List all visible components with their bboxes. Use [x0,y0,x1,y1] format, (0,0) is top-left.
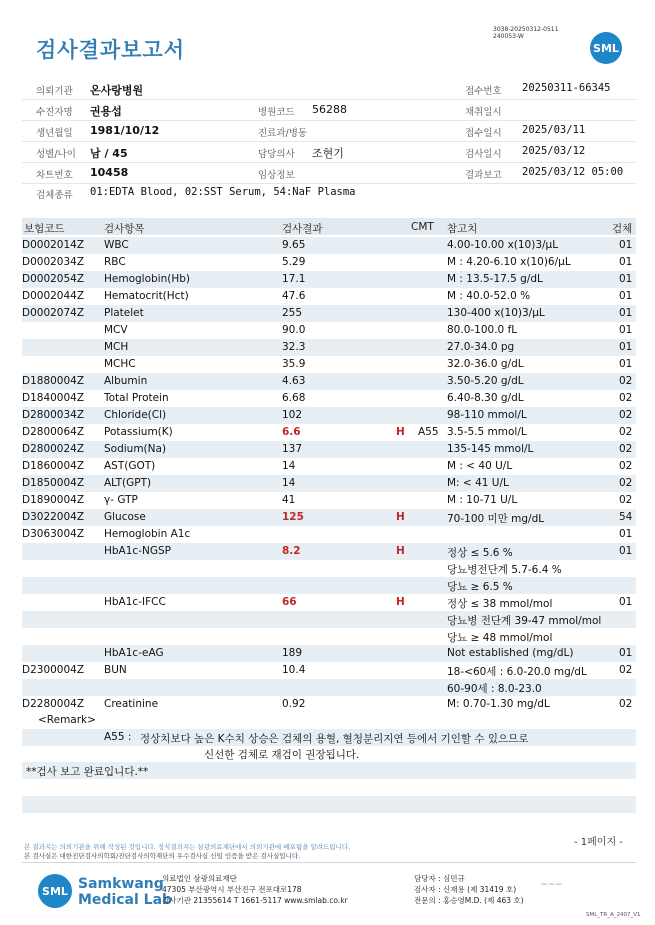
reference-range: M : 13.5-17.5 g/dL [447,273,543,285]
result-flag: H [396,596,405,608]
header-value: 권용섭 [90,105,122,118]
table-row [22,543,636,560]
table-row [22,407,636,424]
remark-label: <Remark> [38,714,96,726]
header-row [22,100,636,121]
table-row [22,424,636,441]
table-row [22,679,636,696]
test-result: 41 [282,494,296,506]
header-value: 온사랑병원 [90,84,144,97]
reference-range: 70-100 미만 mg/dL [447,513,545,525]
header-label: 병원코드 [258,107,295,118]
table-row [22,662,636,679]
test-name: WBC [104,239,129,251]
insurance-code: D1890004Z [22,494,85,506]
test-name: BUN [104,664,127,676]
table-row [22,611,636,628]
reference-range: M : 10-71 U/L [447,494,518,506]
col-cmt: CMT [411,221,434,233]
reference-range: 60-90세 : 8.0-23.0 [447,683,542,695]
test-name: Hemoglobin(Hb) [104,273,191,285]
specimen-code: 01 [619,341,633,353]
specimen-code: 01 [619,647,633,659]
test-result: 5.29 [282,256,306,268]
header-label: 접수번호 [465,86,502,97]
insurance-code: D1850004Z [22,477,85,489]
reference-range: M : 4.20-6.10 x(10)6/μL [447,256,571,268]
table-row [22,441,636,458]
specimen-code: 02 [619,477,633,489]
specimen-code: 01 [619,596,633,608]
reference-range: M : < 40 U/L [447,460,513,472]
header-value: 2025/03/11 [522,124,586,136]
page-title: 검사결과보고서 [36,38,186,62]
test-name: MCV [104,324,128,336]
specimen-code: 02 [619,443,633,455]
insurance-code: D3022004Z [22,511,85,523]
reference-range: 98-110 mmol/L [447,409,527,421]
test-result: 14 [282,460,296,472]
insurance-code: D1840004Z [22,392,85,404]
header-value: 56288 [312,103,347,116]
test-result: 137 [282,443,303,455]
test-name: Platelet [104,307,144,319]
footer-divider [22,862,636,863]
org-contact: 검사기관 21355614 T 1661-5117 www.smlab.co.kr [162,896,348,905]
staff-tester: 검사자 : 신재용 (제 31419 호) [414,885,517,894]
table-row [22,288,636,305]
brand-name-line1: Samkwang [78,876,164,892]
remark-text-line2: 신선한 검체로 재검이 권장됩니다. [204,749,360,761]
footer-note-2: 본 검사실은 대한진단검사의학회/진단검사의학재단의 우수검사실 신임 인증을 받은 검사실입니다. [24,852,301,860]
signature: ~~~ [540,880,563,890]
test-result: 47.6 [282,290,306,302]
table-row [22,254,636,271]
test-name: HbA1c-NGSP [104,545,171,557]
staff-manager: 담당자 : 심민규 [414,874,465,883]
test-result: 90.0 [282,324,306,336]
test-result: 8.2 [282,545,301,557]
table-row [22,322,636,339]
report-complete-text: **검사 보고 완료입니다.** [26,766,149,778]
test-name: Glucose [104,511,146,523]
test-name: Hematocrit(Hct) [104,290,189,302]
header-label: 의뢰기관 [36,86,73,97]
col-code: 보험코드 [24,223,65,235]
table-row [22,594,636,611]
reference-range: 당뇨병전단계 5.7-6.4 % [447,564,562,576]
reference-range: 4.00-10.00 x(10)3/μL [447,239,559,251]
reference-range: 당뇨병 전단계 39-47 mmol/mol [447,615,602,627]
insurance-code: D3063004Z [22,528,85,540]
table-row [22,271,636,288]
table-row [22,645,636,662]
specimen-code: 02 [619,426,633,438]
header-label: 수진자명 [36,107,73,118]
insurance-code: D2800064Z [22,426,85,438]
test-result: 4.63 [282,375,306,387]
reference-range: 80.0-100.0 fL [447,324,518,336]
results-table-header [22,218,636,235]
test-name: HbA1c-eAG [104,647,164,659]
table-row [22,475,636,492]
header-row [22,121,636,142]
table-row [22,492,636,509]
insurance-code: D2300004Z [22,664,85,676]
test-name: Potassium(K) [104,426,173,438]
empty-band [22,796,636,813]
reference-range: M: < 41 U/L [447,477,509,489]
test-result: 35.9 [282,358,306,370]
col-reference: 참고치 [447,223,478,235]
table-row [22,509,636,526]
brand-name-line2: Medical Lab [78,892,173,908]
header-label: 채취일시 [465,107,502,118]
reference-range: 27.0-34.0 pg [447,341,515,353]
header-row [22,183,636,203]
header-value: 조현기 [312,147,344,160]
specimen-code: 02 [619,664,633,676]
reference-range: 당뇨 ≥ 48 mmol/mol [447,632,553,644]
col-result: 검사결과 [282,223,323,235]
insurance-code: D1880004Z [22,375,85,387]
col-item: 검사항목 [104,223,145,235]
specimen-code: 02 [619,375,633,387]
test-name: Hemoglobin A1c [104,528,191,540]
insurance-code: D0002074Z [22,307,85,319]
test-result: 10.4 [282,664,306,676]
test-result: 125 [282,511,304,523]
reference-range: 135-145 mmol/L [447,443,534,455]
table-row [22,526,636,543]
header-row [22,163,636,184]
test-result: 14 [282,477,296,489]
header-value: 10458 [90,166,129,179]
table-row [22,458,636,475]
specimen-code: 02 [619,392,633,404]
test-result: 17.1 [282,273,306,285]
specimen-code: 02 [619,698,633,710]
header-value: 2025/03/12 05:00 [522,166,624,178]
header-row [22,79,636,100]
test-name: RBC [104,256,126,268]
reference-range: M : 40.0-52.0 % [447,290,531,302]
test-result: 255 [282,307,303,319]
test-name: Chloride(Cl) [104,409,167,421]
header-label: 진료과/병동 [258,128,308,139]
result-flag: H [396,426,405,438]
specimen-code: 01 [619,358,633,370]
test-name: AST(GOT) [104,460,156,472]
test-name: γ- GTP [104,494,138,506]
table-row [22,560,636,577]
header-label: 담당의사 [258,149,295,160]
insurance-code: D1860004Z [22,460,85,472]
test-name: MCHC [104,358,136,370]
header-label: 생년월일 [36,128,73,139]
test-name: MCH [104,341,129,353]
insurance-code: D2800024Z [22,443,85,455]
header-label: 차트번호 [36,170,73,181]
staff-specialist: 전문의 : 홍승영M.D. (제 463 호) [414,896,524,905]
test-name: Albumin [104,375,148,387]
header-label: 성별/나이 [36,149,76,160]
header-value: 남 / 45 [90,147,128,160]
specimen-code: 01 [619,528,633,540]
test-name: ALT(GPT) [104,477,152,489]
table-row [22,628,636,645]
reference-range: 130-400 x(10)3/μL [447,307,545,319]
table-row [22,373,636,390]
page-number: - 1페이지 - [574,837,623,848]
test-result: 6.6 [282,426,301,438]
test-result: 9.65 [282,239,306,251]
reference-range: 3.50-5.20 g/dL [447,375,524,387]
document-code: 3038-20250312-0511 240053-W [493,26,559,40]
insurance-code: D0002044Z [22,290,85,302]
remark-text-line1: 정상치보다 높은 K수치 상승은 검체의 용혈, 혈청분리지연 등에서 기인할 수 있으므로 [140,733,529,745]
table-row [22,356,636,373]
reference-range: 정상 ≤ 38 mmol/mol [447,598,553,610]
test-name: Creatinine [104,698,159,710]
header-row [22,142,636,163]
specimen-code: 01 [619,307,633,319]
test-name: HbA1c-IFCC [104,596,166,608]
header-value: 01:EDTA Blood, 02:SST Serum, 54:NaF Plasma [90,186,356,198]
reference-range: 3.5-5.5 mmol/L [447,426,527,438]
reference-range: M: 0.70-1.30 mg/dL [447,698,550,710]
specimen-code: 02 [619,409,633,421]
reference-range: 18-<60세 : 6.0-20.0 mg/dL [447,666,587,678]
test-result: 0.92 [282,698,306,710]
specimen-code: 02 [619,494,633,506]
specimen-code: 54 [619,511,633,523]
table-row [22,696,636,713]
col-specimen: 검체 [612,223,633,235]
header-value: 20250311-66345 [522,82,611,94]
specimen-code: 02 [619,460,633,472]
header-value: 2025/03/12 [522,145,586,157]
reference-range: 6.40-8.30 g/dL [447,392,524,404]
reference-range: 정상 ≤ 5.6 % [447,547,513,559]
test-result: 6.68 [282,392,306,404]
specimen-code: 01 [619,256,633,268]
specimen-code: 01 [619,545,633,557]
table-row [22,237,636,254]
table-row [22,305,636,322]
test-name: Total Protein [104,392,169,404]
insurance-code: D2800034Z [22,409,85,421]
insurance-code: D0002034Z [22,256,85,268]
insurance-code: D0002014Z [22,239,85,251]
reference-range: 당뇨 ≥ 6.5 % [447,581,513,593]
header-label: 접수일시 [465,128,502,139]
insurance-code: D0002054Z [22,273,85,285]
header-label: 검체종류 [36,190,73,201]
table-row [22,390,636,407]
reference-range: 32.0-36.0 g/dL [447,358,524,370]
test-result: 32.3 [282,341,306,353]
header-label: 검사일시 [465,149,502,160]
header-label: 결과보고 [465,170,502,181]
org-address: 47305 부산광역시 부산진구 전포대로178 [162,885,302,894]
test-name: Sodium(Na) [104,443,167,455]
test-result: 66 [282,596,297,608]
result-flag: H [396,545,405,557]
table-row [22,577,636,594]
specimen-code: 01 [619,324,633,336]
insurance-code: D2280004Z [22,698,85,710]
sml-logo: SML [590,32,622,64]
comment-code: A55 [418,426,439,438]
reference-range: Not established (mg/dL) [447,647,574,659]
footer-note-1: 본 결과지는 의뢰기관을 위해 작성된 것입니다. 정식결과지는 삼광의료재단에서 의뢰기관에 배포됨을 알려드립니다. [24,843,351,851]
specimen-code: 01 [619,273,633,285]
form-id: SML_TR_A_2407_V1 [586,912,641,918]
header-value: 1981/10/12 [90,124,160,137]
specimen-code: 01 [619,239,633,251]
header-label: 임상정보 [258,170,295,181]
table-row [22,339,636,356]
result-flag: H [396,511,405,523]
test-result: 102 [282,409,303,421]
sml-footer-logo: SML [38,874,72,908]
org-name: 의료법인 삼광의료재단 [162,874,237,883]
test-result: 189 [282,647,303,659]
remark-code: A55 : [104,731,132,743]
specimen-code: 01 [619,290,633,302]
